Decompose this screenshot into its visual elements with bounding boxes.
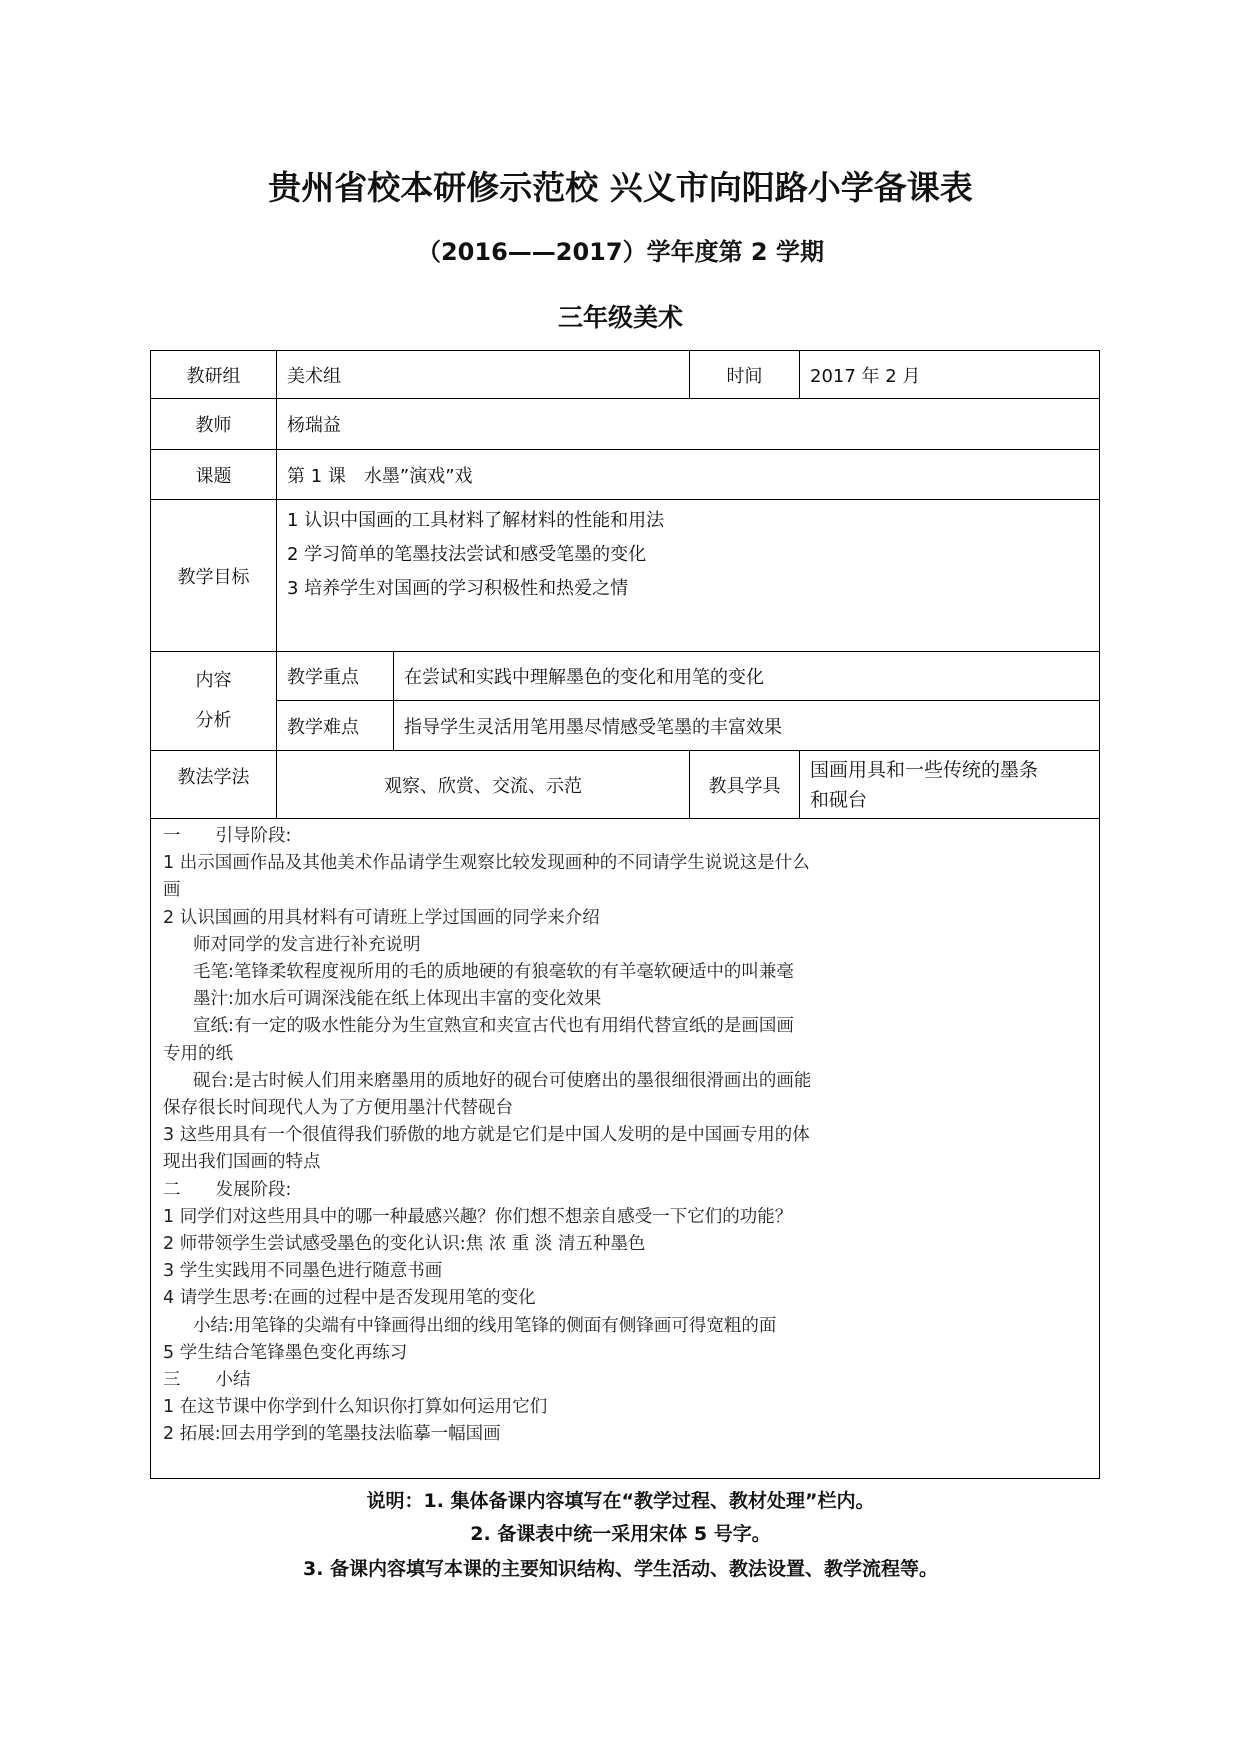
process-line: 1 在这节课中你学到什么知识你打算如何运用它们	[163, 1397, 548, 1418]
process-line: 3 学生实践用不同墨色进行随意书画	[163, 1261, 443, 1282]
process-line: 2 拓展:回去用学到的笔墨技法临摹一幅国画	[163, 1424, 501, 1445]
tools-value-line: 国画用具和一些传统的墨条	[810, 758, 1039, 781]
teacher-value: 杨瑞益	[277, 399, 1100, 450]
time-label: 时间	[690, 351, 800, 399]
goal-item: 3 培养学生对国画的学习积极性和热爱之情	[287, 578, 629, 599]
time-value: 2017 年 2 月	[800, 351, 1100, 399]
goals-list	[277, 500, 1100, 652]
process-line: 保存很长时间现代人为了方便用墨汁代替砚台	[163, 1098, 513, 1119]
note-line: 3. 备课内容填写本课的主要知识结构、学生活动、教法设置、教学流程等。	[302, 1558, 939, 1580]
tools-value	[800, 751, 1100, 819]
key-value: 在尝试和实践中理解墨色的变化和用笔的变化	[394, 652, 1100, 701]
process-line: 墨汁:加水后可调深浅能在纸上体现出丰富的变化效果	[193, 989, 602, 1010]
process-line: 专用的纸	[163, 1043, 233, 1064]
document-subtitle: （2016——2017）学年度第 2 学期	[416, 238, 824, 266]
lesson-plan-table	[150, 350, 1100, 1479]
teaching-process	[151, 819, 1100, 1479]
process-line: 三 小结	[163, 1370, 251, 1391]
method-value: 观察、欣赏、交流、示范	[277, 751, 690, 819]
key-label: 教学重点	[277, 652, 394, 701]
topic-value: 第 1 课 水墨”演戏”戏	[277, 450, 1100, 500]
process-line: 5 学生结合笔锋墨色变化再练习	[163, 1342, 408, 1363]
document-title: 贵州省校本研修示范校 兴义市向阳路小学备课表	[268, 168, 973, 207]
process-line: 2 认识国画的用具材料有可请班上学过国画的同学来介绍	[163, 907, 600, 928]
goal-item: 2 学习简单的笔墨技法尝试和感受笔墨的变化	[287, 544, 647, 565]
process-line: 画	[163, 880, 181, 901]
process-line: 一 引导阶段:	[163, 826, 292, 846]
process-line: 2 师带领学生尝试感受墨色的变化认识:焦 浓 重 淡 清五种墨色	[163, 1234, 646, 1255]
note-line: 2. 备课表中统一采用宋体 5 号字。	[470, 1523, 771, 1545]
group-label: 教研组	[151, 351, 277, 399]
process-line: 宣纸:有一定的吸水性能分为生宣熟宣和夹宣古代也有用绢代替宣纸的是画国画	[193, 1016, 794, 1037]
process-line: 砚台:是古时候人们用来磨墨用的质地好的砚台可使磨出的墨很细很滑画出的画能	[193, 1070, 812, 1091]
goal-item: 1 认识中国画的工具材料了解材料的性能和用法	[287, 510, 665, 531]
analysis-label-line: 分析	[195, 710, 232, 731]
group-value: 美术组	[277, 351, 690, 399]
process-line: 4 请学生思考:在画的过程中是否发现用笔的变化	[163, 1288, 536, 1309]
difficulty-label: 教学难点	[277, 701, 394, 751]
teacher-label: 教师	[151, 399, 277, 450]
process-line: 师对同学的发言进行补充说明	[193, 934, 421, 955]
process-line: 1 同学们对这些用具中的哪一种最感兴趣？你们想不想亲自感受一下它们的功能？	[163, 1206, 793, 1227]
analysis-label-line: 内容	[195, 670, 232, 691]
process-line: 毛笔:笔锋柔软程度视所用的毛的质地硬的有狼毫软的有羊毫软硬适中的叫兼毫	[193, 962, 794, 983]
grade-subject: 三年级美术	[557, 303, 683, 332]
process-line: 小结:用笔锋的尖端有中锋画得出细的线用笔锋的侧面有侧锋画可得宽粗的面	[193, 1315, 777, 1336]
method-label: 教法学法	[151, 751, 277, 819]
process-line: 二 发展阶段:	[163, 1179, 292, 1200]
topic-label: 课题	[151, 450, 277, 500]
difficulty-value: 指导学生灵活用笔用墨尽情感受笔墨的丰富效果	[394, 701, 1100, 751]
process-line: 3 这些用具有一个很值得我们骄傲的地方就是它们是中国人发明的是中国画专用的体	[163, 1125, 810, 1146]
tools-value-line: 和砚台	[810, 788, 868, 811]
process-line: 1 出示国画作品及其他美术作品请学生观察比较发现画种的不同请学生说说这是什么	[163, 853, 810, 874]
goals-label: 教学目标	[151, 500, 277, 652]
analysis-label	[151, 652, 277, 751]
tools-label: 教具学具	[690, 751, 800, 819]
process-line: 现出我们国画的特点	[163, 1152, 321, 1173]
note-line: 说明：1. 集体备课内容填写在“教学过程、教材处理”栏内。	[366, 1490, 875, 1512]
